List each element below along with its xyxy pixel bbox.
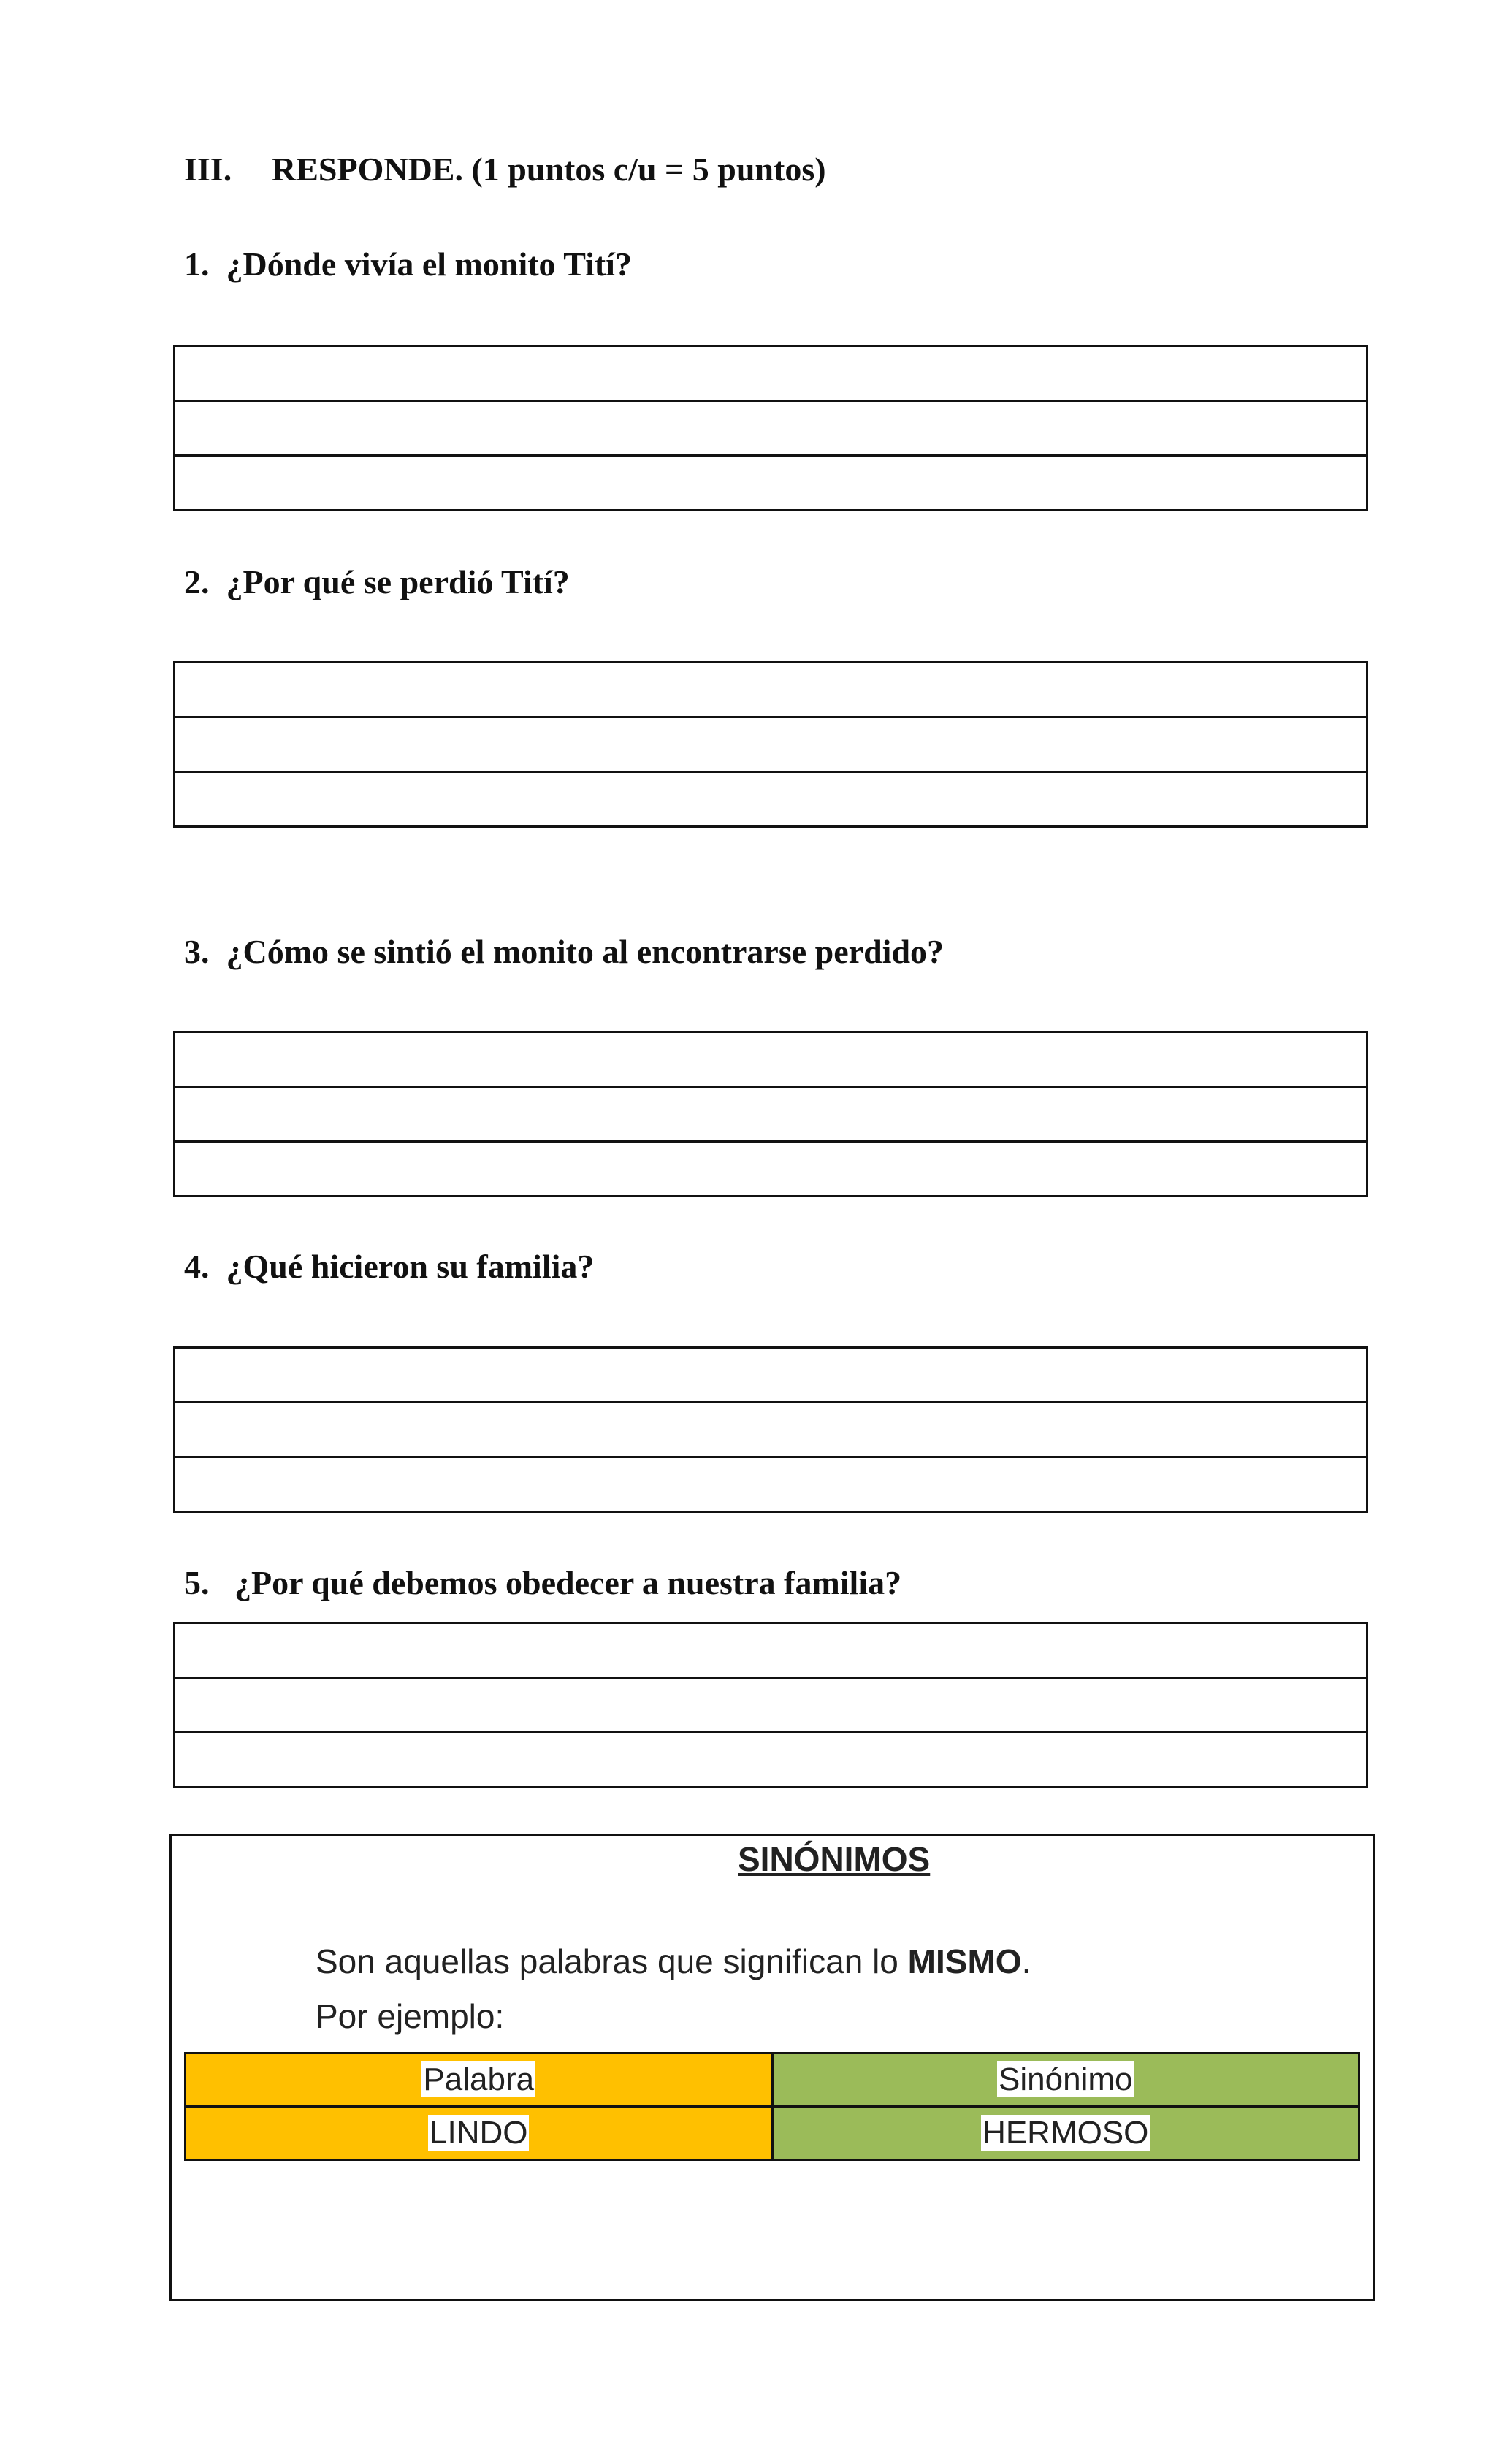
definition-suffix: . (1021, 1942, 1031, 1980)
synonyms-table (184, 2052, 1360, 2161)
definition-bold: MISMO (907, 1942, 1022, 1980)
synonyms-title: SINÓNIMOS (738, 1840, 931, 1878)
question-3 (184, 932, 944, 971)
cell-palabra (186, 2107, 773, 2160)
answer-line[interactable] (175, 1033, 1366, 1088)
answer-line[interactable] (175, 773, 1366, 825)
question-4 (184, 1247, 594, 1286)
header-palabra-label: Palabra (423, 2061, 535, 2097)
answer-line[interactable] (175, 1403, 1366, 1458)
table-row (186, 2107, 1359, 2160)
table-header-row (186, 2053, 1359, 2107)
answer-box-4[interactable] (173, 1346, 1368, 1513)
answer-line[interactable] (175, 347, 1366, 402)
section-title: RESPONDE. (1 puntos c/u = 5 puntos) (272, 150, 826, 188)
synonyms-definition (316, 1942, 1031, 1981)
answer-line[interactable] (175, 663, 1366, 718)
question-number: 4. (184, 1248, 210, 1285)
answer-line[interactable] (175, 402, 1366, 457)
answer-box-1[interactable] (173, 345, 1368, 511)
answer-line[interactable] (175, 1458, 1366, 1511)
answer-line[interactable] (175, 1088, 1366, 1143)
answer-line[interactable] (175, 1143, 1366, 1195)
answer-line[interactable] (175, 718, 1366, 773)
answer-line[interactable] (175, 1349, 1366, 1403)
question-text: ¿Por qué debemos obedecer a nuestra familia? (234, 1564, 902, 1601)
example-label: Por ejemplo: (316, 1997, 505, 2035)
synonyms-box (169, 1834, 1375, 2301)
question-text: ¿Cómo se sintió el monito al encontrarse perdido? (226, 933, 944, 970)
answer-box-3[interactable] (173, 1031, 1368, 1197)
question-2 (184, 562, 570, 601)
cell-palabra-value: LINDO (430, 2115, 528, 2151)
question-text: ¿Por qué se perdió Tití? (226, 563, 570, 600)
answer-box-5[interactable] (173, 1622, 1368, 1788)
question-text: ¿Qué hicieron su familia? (226, 1248, 595, 1285)
cell-sinonimo-value: HERMOSO (982, 2115, 1149, 2151)
question-text: ¿Dónde vivía el monito Tití? (226, 245, 632, 283)
answer-box-2[interactable] (173, 661, 1368, 828)
header-sinonimo-label: Sinónimo (999, 2061, 1133, 2097)
question-number: 5. (184, 1564, 210, 1601)
answer-line[interactable] (175, 1679, 1366, 1733)
header-palabra (186, 2053, 773, 2107)
section-heading (184, 150, 826, 188)
question-1 (184, 245, 632, 283)
cell-sinonimo (772, 2107, 1359, 2160)
section-numeral: III. (184, 150, 232, 188)
answer-line[interactable] (175, 457, 1366, 509)
question-number: 2. (184, 563, 210, 600)
question-5 (184, 1563, 901, 1602)
answer-line[interactable] (175, 1624, 1366, 1679)
header-sinonimo (772, 2053, 1359, 2107)
question-number: 1. (184, 245, 210, 283)
definition-prefix: Son aquellas palabras que significan lo (316, 1942, 908, 1980)
answer-line[interactable] (175, 1733, 1366, 1786)
question-number: 3. (184, 933, 210, 970)
